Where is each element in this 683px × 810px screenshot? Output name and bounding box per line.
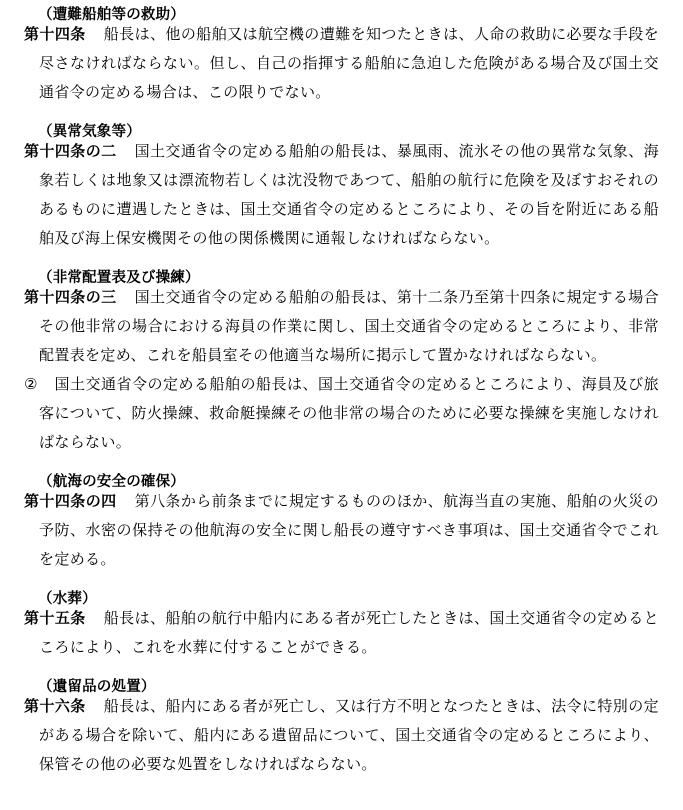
article-text: 国土交通省令の定める船舶の船長は、暴風雨、流氷その他の異常な気象、海象若しくは地象又は漂流物若しくは沈没物であつて、船舶の航行に危険を及ぼすおそれのあるものに遭遇したときは、国土交通省令の定めるところにより、その旨を附近にある船舶及び海上保安機関その他の関係機関に通報しなければならない。 <box>39 142 659 247</box>
article-14 <box>24 6 659 107</box>
article-caption: （遺留品の処置） <box>38 679 156 695</box>
article-paragraph <box>24 137 659 253</box>
article-subparagraph <box>24 370 659 457</box>
article-caption: （非常配置表及び操練） <box>38 270 200 286</box>
article-number: 第十六条 <box>24 697 86 715</box>
article-paragraph <box>24 20 659 107</box>
article-caption: （異常気象等） <box>38 124 141 140</box>
article-15 <box>24 590 659 662</box>
article-text: 船長は、船内にある者が死亡し、又は行方不明となつたときは、法令に特別の定がある場合を除いて、船内にある遺留品について、国土交通省令の定めるところにより、保管その他の必要な処置をしなければならない。 <box>39 697 660 773</box>
article-number: 第十四条の二 <box>24 142 117 160</box>
article-text: 第八条から前条までに規定するもののほか、航海当直の実施、船舶の火災の予防、水密の保持その他航海の安全に関し船長の遵守すべき事項は、国土交通省令でこれを定める。 <box>39 492 659 568</box>
article-paragraph <box>24 283 659 370</box>
article-caption: （遭難船舶等の救助） <box>38 7 185 23</box>
article-paragraph <box>24 604 659 662</box>
article-16 <box>24 678 659 779</box>
article-paragraph <box>24 692 659 779</box>
article-caption: （航海の安全の確保） <box>38 474 185 490</box>
article-14-3 <box>24 269 659 457</box>
article-number: 第十五条 <box>24 609 86 627</box>
article-text: 国土交通省令の定める船舶の船長は、第十二条乃至第十四条に規定する場合その他非常の場合における海員の作業に関し、国土交通省令の定めるところにより、非常配置表を定め、これを船員室その他適当な場所に掲示して置かなければならない。 <box>39 288 659 364</box>
paragraph-number: ② <box>24 375 38 393</box>
article-text: 船長は、他の船舶又は航空機の遭難を知つたときは、人命の救助に必要な手段を尽さなければならない。但し、自己の指揮する船舶に急迫した危険がある場合及び国土交通省令の定める場合は、この限りでない。 <box>39 25 660 101</box>
article-caption: （水葬） <box>38 591 97 607</box>
article-paragraph <box>24 487 659 574</box>
article-number: 第十四条 <box>24 25 86 43</box>
article-number: 第十四条の四 <box>24 492 117 510</box>
article-text: 国土交通省令の定める船舶の船長は、国土交通省令の定めるところにより、海員及び旅客について、防火操練、救命艇操練その他非常の場合のために必要な操練を実施しなければならない。 <box>39 375 659 451</box>
article-text: 船長は、船舶の航行中船内にある者が死亡したときは、国土交通省令の定めるところにより、これを水葬に付することができる。 <box>39 609 660 656</box>
article-14-4 <box>24 473 659 574</box>
article-14-2 <box>24 123 659 253</box>
article-number: 第十四条の三 <box>24 288 117 306</box>
